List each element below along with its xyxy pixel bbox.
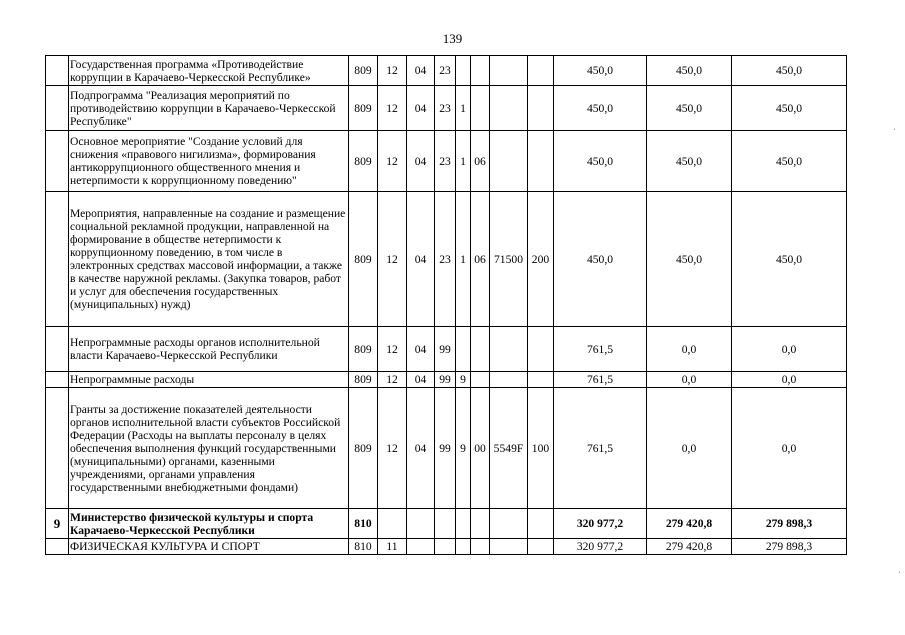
event-code: 06	[471, 131, 490, 192]
subprogram-code	[456, 56, 471, 86]
row-name: Непрограммные расходы	[69, 372, 349, 388]
amount-year-1: 761,5	[554, 372, 647, 388]
event-code	[471, 509, 490, 539]
row-number	[46, 56, 69, 86]
direction-code: 71500	[490, 192, 528, 327]
program-code: 23	[435, 192, 456, 327]
table-row	[46, 131, 847, 192]
program-code: 99	[435, 372, 456, 388]
event-code	[471, 86, 490, 131]
expense-type-code	[528, 509, 554, 539]
row-name: Гранты за достижение показателей деятельности органов исполнительной власти субъектов Российской Федерации (Расходы на выплаты персоналу в целях обеспечения выполнения функций государственными (муниципальными) органами, казенными учреждениями, органами управления государственными внебюджетными фондами)	[69, 388, 349, 509]
row-number	[46, 327, 69, 372]
subprogram-code: 1	[456, 192, 471, 327]
ministry-code: 809	[349, 131, 378, 192]
amount-year-2: 0,0	[647, 388, 732, 509]
ministry-code: 809	[349, 86, 378, 131]
subprogram-code	[456, 509, 471, 539]
amount-year-1: 450,0	[554, 131, 647, 192]
table-row	[46, 327, 847, 372]
section-code	[378, 509, 407, 539]
row-number	[46, 86, 69, 131]
amount-year-3: 450,0	[732, 86, 847, 131]
direction-code: 5549F	[490, 388, 528, 509]
row-number	[46, 539, 69, 555]
amount-year-2: 450,0	[647, 192, 732, 327]
section-code: 12	[378, 388, 407, 509]
expense-type-code: 200	[528, 192, 554, 327]
amount-year-3: 0,0	[732, 388, 847, 509]
expense-type-code	[528, 131, 554, 192]
program-code: 23	[435, 56, 456, 86]
table-row	[46, 192, 847, 327]
subsection-code: 04	[407, 372, 435, 388]
ministry-code: 809	[349, 388, 378, 509]
table-row	[46, 388, 847, 509]
event-code: 06	[471, 192, 490, 327]
event-code	[471, 372, 490, 388]
amount-year-2: 0,0	[647, 327, 732, 372]
subsection-code: 04	[407, 56, 435, 86]
row-number	[46, 131, 69, 192]
program-code: 23	[435, 86, 456, 131]
amount-year-2: 279 420,8	[647, 509, 732, 539]
direction-code	[490, 86, 528, 131]
direction-code	[490, 372, 528, 388]
amount-year-1: 761,5	[554, 388, 647, 509]
amount-year-2: 450,0	[647, 131, 732, 192]
subprogram-code: 1	[456, 86, 471, 131]
row-name: Мероприятия, направленные на создание и размещение социальной рекламной продукции, направленной на формирование в обществе нетерпимости к коррупционному поведению, в том числе в электронных средствах массовой информации, а также в качестве наружной рекламы. (Закупка товаров, работ и услуг для обеспечения государственных (муниципальных) нужд)	[69, 192, 349, 327]
row-name: Непрограммные расходы органов исполнительной власти Карачаево-Черкесской Республики	[69, 327, 349, 372]
ministry-code: 810	[349, 539, 378, 555]
amount-year-1: 320 977,2	[554, 539, 647, 555]
section-code: 12	[378, 327, 407, 372]
row-name: Государственная программа «Противодействие коррупции в Карачаево-Черкесской Республике»	[69, 56, 349, 86]
amount-year-2: 0,0	[647, 372, 732, 388]
subprogram-code	[456, 539, 471, 555]
amount-year-3: 279 898,3	[732, 509, 847, 539]
ministry-code: 809	[349, 192, 378, 327]
event-code	[471, 56, 490, 86]
section-code: 11	[378, 539, 407, 555]
amount-year-1: 450,0	[554, 192, 647, 327]
table-row	[46, 86, 847, 131]
subsection-code: 04	[407, 388, 435, 509]
expense-type-code	[528, 539, 554, 555]
event-code	[471, 539, 490, 555]
table-row	[46, 372, 847, 388]
amount-year-3: 450,0	[732, 192, 847, 327]
section-code: 12	[378, 86, 407, 131]
amount-year-1: 450,0	[554, 86, 647, 131]
table-row	[46, 509, 847, 539]
amount-year-3: 450,0	[732, 56, 847, 86]
amount-year-2: 450,0	[647, 86, 732, 131]
amount-year-1: 450,0	[554, 56, 647, 86]
subsection-code	[407, 539, 435, 555]
direction-code	[490, 131, 528, 192]
subsection-code: 04	[407, 327, 435, 372]
expense-type-code	[528, 372, 554, 388]
row-number: 9	[46, 509, 69, 539]
section-code: 12	[378, 192, 407, 327]
table-row	[46, 539, 847, 555]
page-number: 139	[442, 31, 463, 46]
scan-mark: ˈ	[898, 570, 901, 580]
section-code: 12	[378, 56, 407, 86]
amount-year-3: 279 898,3	[732, 539, 847, 555]
amount-year-3: 450,0	[732, 131, 847, 192]
program-code	[435, 539, 456, 555]
row-name: Подпрограмма "Реализация мероприятий по противодействию коррупции в Карачаево-Черкесской Республике"	[69, 86, 349, 131]
subsection-code	[407, 509, 435, 539]
ministry-code: 810	[349, 509, 378, 539]
event-code	[471, 327, 490, 372]
amount-year-2: 450,0	[647, 56, 732, 86]
direction-code	[490, 539, 528, 555]
ministry-code: 809	[349, 56, 378, 86]
subsection-code: 04	[407, 192, 435, 327]
row-name: Основное мероприятие "Создание условий для снижения «правового нигилизма», формирования антикоррупционного общественного мнения и нетерпимости к коррупционному поведению"	[69, 131, 349, 192]
subsection-code: 04	[407, 131, 435, 192]
amount-year-2: 279 420,8	[647, 539, 732, 555]
amount-year-3: 0,0	[732, 327, 847, 372]
subprogram-code: 9	[456, 388, 471, 509]
event-code: 00	[471, 388, 490, 509]
row-number	[46, 388, 69, 509]
amount-year-3: 0,0	[732, 372, 847, 388]
program-code: 99	[435, 327, 456, 372]
section-code: 12	[378, 372, 407, 388]
direction-code	[490, 56, 528, 86]
budget-table	[45, 55, 847, 555]
direction-code	[490, 509, 528, 539]
ministry-code: 809	[349, 372, 378, 388]
subprogram-code: 9	[456, 372, 471, 388]
section-code: 12	[378, 131, 407, 192]
row-name: ФИЗИЧЕСКАЯ КУЛЬТУРА И СПОРТ	[69, 539, 349, 555]
row-number	[46, 372, 69, 388]
ministry-code: 809	[349, 327, 378, 372]
program-code: 23	[435, 131, 456, 192]
expense-type-code	[528, 327, 554, 372]
amount-year-1: 761,5	[554, 327, 647, 372]
subprogram-code	[456, 327, 471, 372]
row-name: Министерство физической культуры и спорта Карачаево-Черкесской Республики	[69, 509, 349, 539]
scan-mark: ˈ	[893, 127, 896, 137]
program-code	[435, 509, 456, 539]
direction-code	[490, 327, 528, 372]
expense-type-code	[528, 56, 554, 86]
subsection-code: 04	[407, 86, 435, 131]
amount-year-1: 320 977,2	[554, 509, 647, 539]
expense-type-code: 100	[528, 388, 554, 509]
program-code: 99	[435, 388, 456, 509]
row-number	[46, 192, 69, 327]
expense-type-code	[528, 86, 554, 131]
table-row	[46, 56, 847, 86]
subprogram-code: 1	[456, 131, 471, 192]
